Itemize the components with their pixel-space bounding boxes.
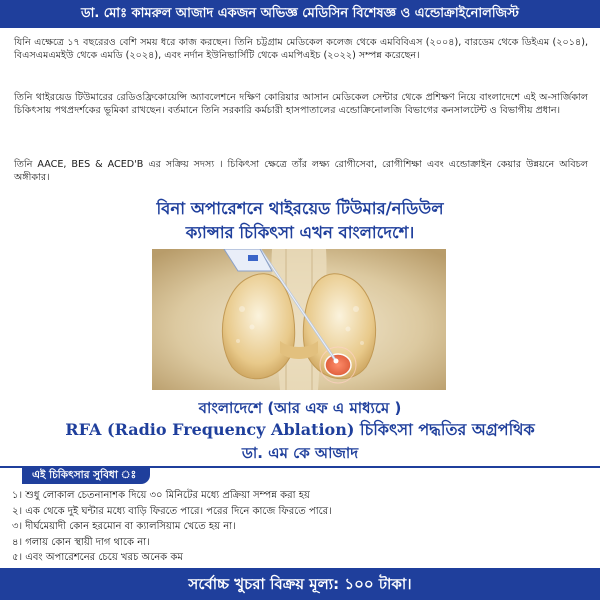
bio-text-3: তিনি AACE, BES & ACED'B এর সক্রিয় সদস্য । চিকিৎসা ক্ষেত্রে তাঁর লক্ষ্য রোগীসেবা, রোগীশিক্ষা এবং এন্ডোক্রাইন কেয়ার উন্নয়নে অবিচল অঙ্গীকার। — [14, 159, 588, 183]
subheadline-line-1: বাংলাদেশে (আর এফ এ মাধ্যমে ) — [198, 399, 402, 417]
subheadline-line-2: RFA (Radio Frequency Ablation) চিকিৎসা পদ্ধতির অগ্রপথিক — [65, 420, 535, 439]
bio-text-1: যিনি এক্ষেত্রে ১৭ বছরেরও বেশি সময় ধরে কাজ করছেন। তিনি চট্টগ্রাম মেডিকেল কলেজ থেকে এমবিবিএস (২০০৪), বারডেম থেকে ডিইএম (২০১৪), বিএসএমএমইউ থেকে এমডি (২০২৪), এবং নর্দান ইউনিভার্সিটি থেকে এমপিএইচ (২০২২) সম্পন্ন করেছেন। — [14, 37, 588, 61]
thyroid-rfa-icon — [152, 249, 446, 390]
benefits-section — [0, 466, 600, 566]
headline-line-2: ক্যান্সার চিকিৎসা এখন বাংলাদেশে। — [185, 223, 415, 242]
benefits-list — [12, 488, 590, 566]
bio-text-2: তিনি থাইরয়েড টিউমারের রেডিওফ্রিকোয়েন্সি অ্যাবলেশনে দক্ষিণ কোরিয়ার আসান মেডিকেল সেন্টার থেকে প্রশিক্ষণ নিয়ে বাংলাদেশে এই অ-সার্জিকাল চিকিৎসায় পথপ্রদর্শকের ভূমিকা রাখছেন। বর্তমানে তিনি সরকারি কর্মচারী হাসপাতালের এন্ডোক্রিনোলজি বিভাগের কনসালটেন্ট ও বিভাগীয় প্রধান। — [14, 92, 588, 116]
benefit-item-4: ৪। গলায় কোন স্থায়ী দাগ থাকে না। — [12, 536, 150, 548]
benefits-label: এই চিকিৎসার সুবিধা ঃ — [22, 467, 150, 484]
bio-paragraph-training — [14, 91, 588, 117]
benefit-item-3: ৩। দীর্ঘমেয়াদী কোন হরমোন বা ক্যালসিয়াম খেতে হয় না। — [12, 521, 236, 533]
benefit-item-5: ৫। এবং অপারেশনের চেয়ে খরচ অনেক কম — [12, 552, 183, 564]
thyroid-rfa-illustration — [152, 249, 446, 390]
header-banner: ডা. মোঃ কামরুল আজাদ একজন অভিজ্ঞ মেডিসিন বিশেষজ্ঞ ও এন্ডোক্রাইনোলজিস্ট — [0, 0, 600, 28]
bio-paragraph-membership — [14, 158, 588, 184]
headline-line-1: বিনা অপারেশনে থাইরয়েড টিউমার/নডিউল — [156, 199, 444, 218]
benefit-item-1: ১। শুধু লোকাল চেতনানাশক দিয়ে ৩০ মিনিটের মধ্যে প্রক্রিয়া সম্পন্ন করা হয় — [12, 490, 310, 501]
subheadline-doctor-name: ডা. এম কে আজাদ — [241, 444, 359, 462]
benefit-item-2: ২। এক থেকে দুই ঘন্টার মধ্যে বাড়ি ফিরতে পারে। পরের দিনে কাজে ফিরতে পারে। — [12, 505, 332, 517]
price-banner: সর্বোচ্চ খুচরা বিক্রয় মূল্য: ১০০ টাকা। — [0, 568, 600, 600]
bio-paragraph-education — [14, 36, 588, 62]
